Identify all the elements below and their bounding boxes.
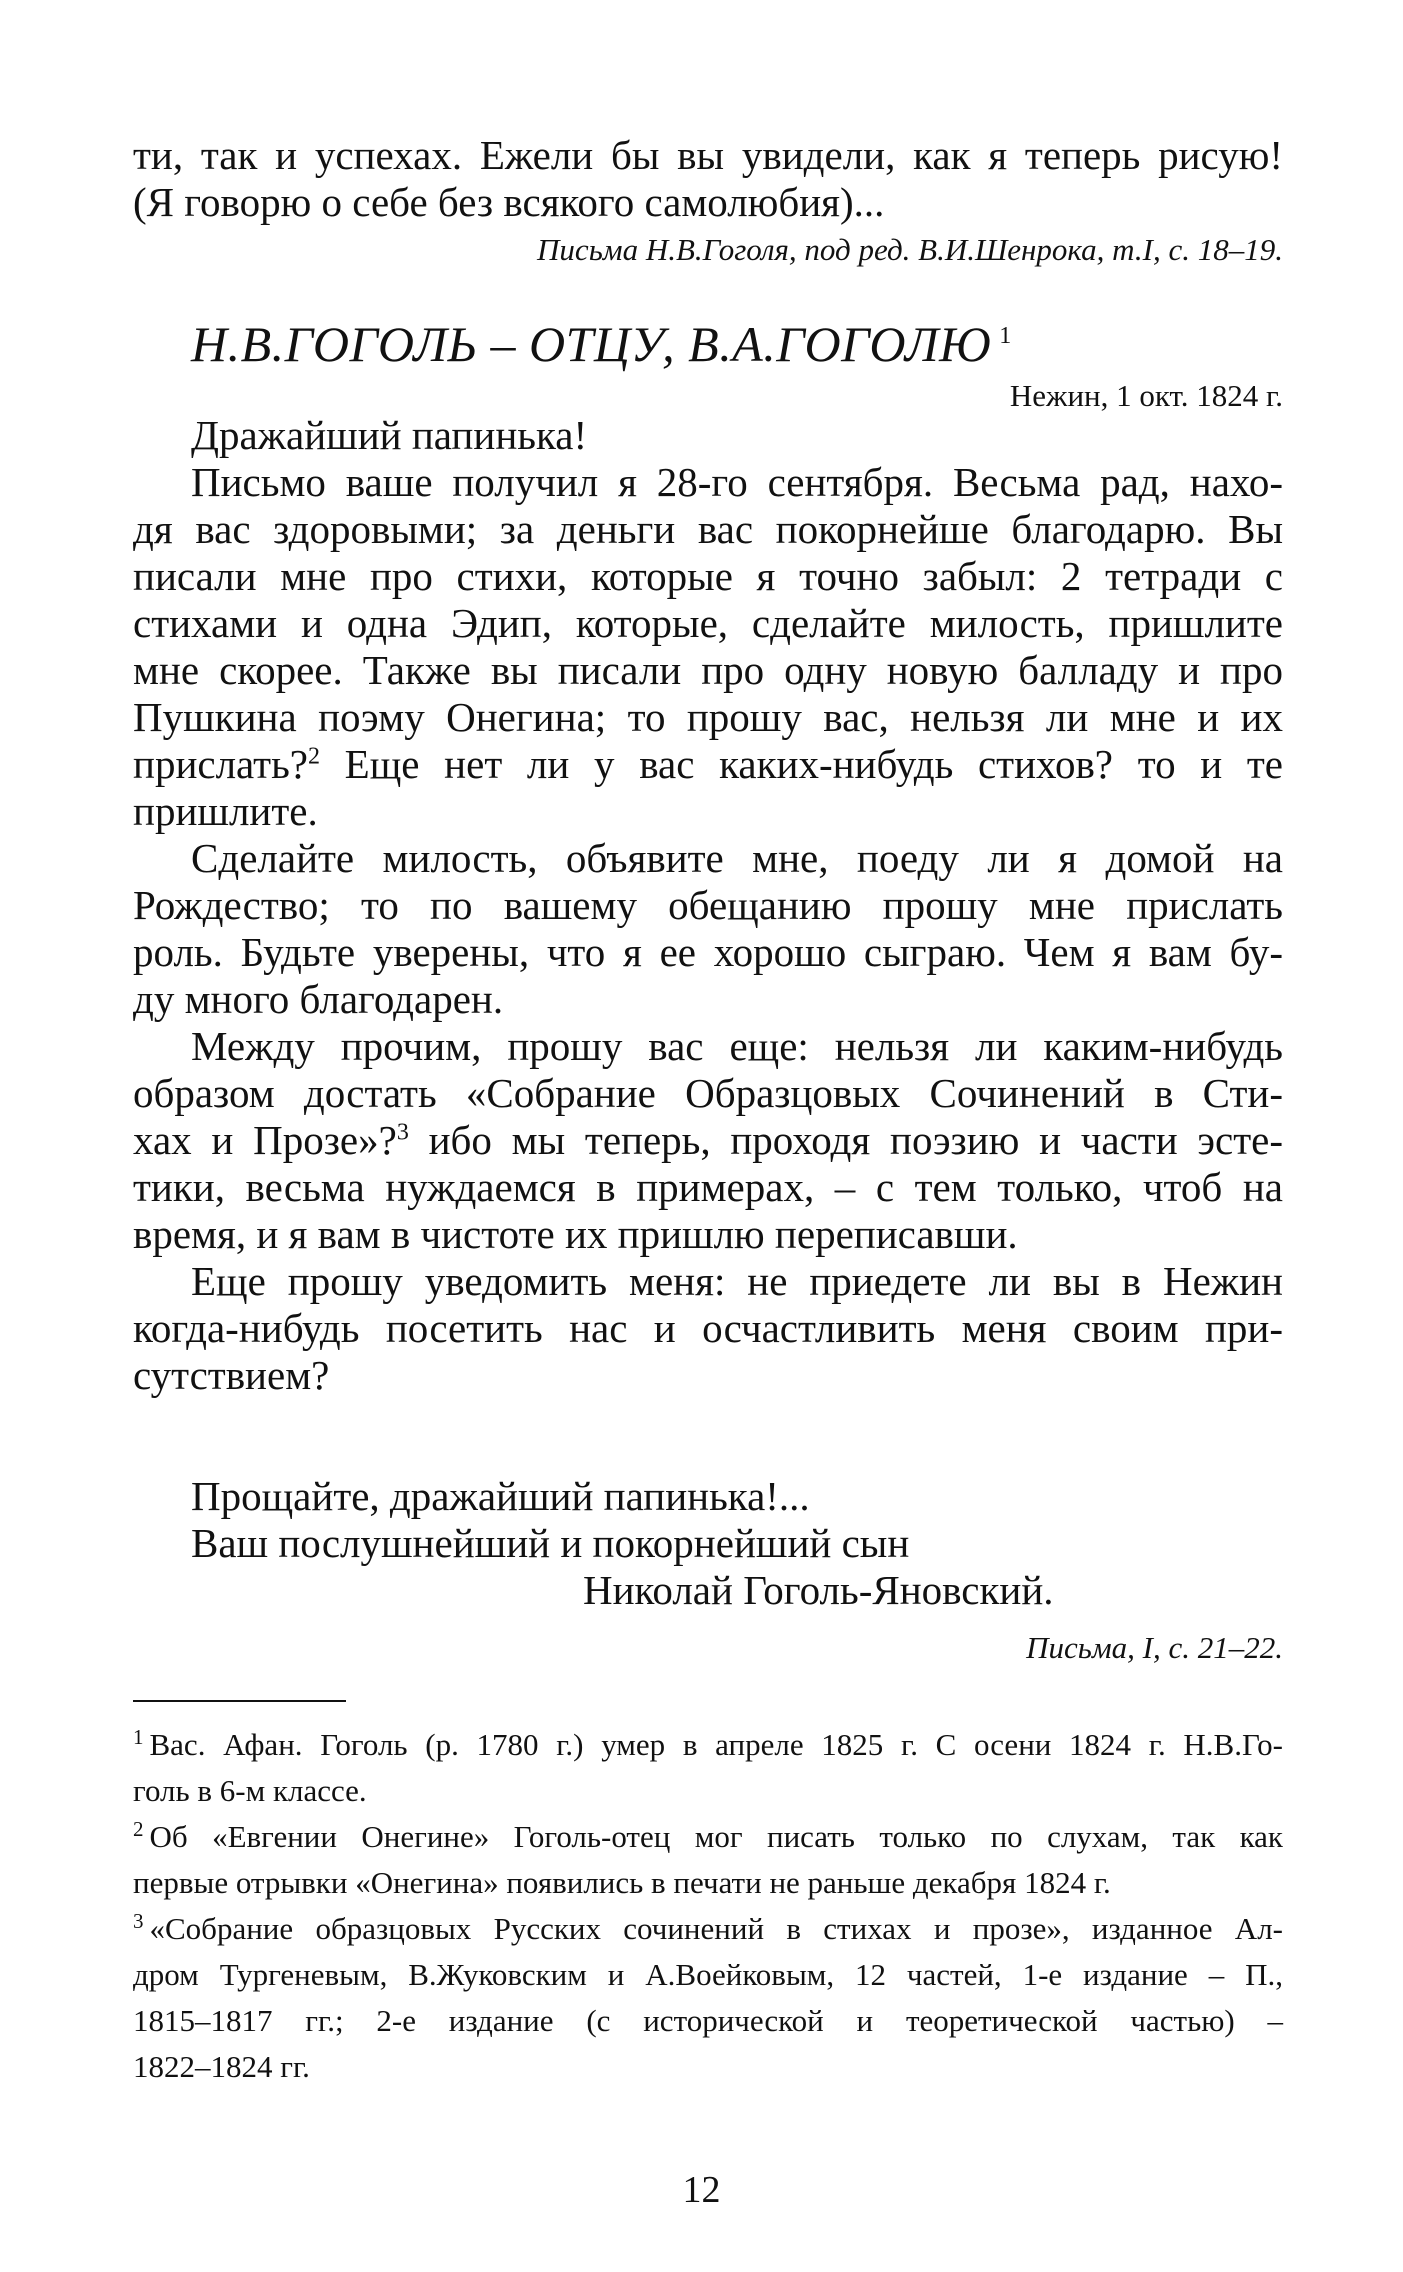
footnote-ref: 3 — [396, 1119, 409, 1146]
text-line: стихами и одна Эдип, которые, сделайте милость, пришлите — [133, 600, 1283, 646]
text-line: дя вас здоровыми; за деньги вас покорнейше благодарю. Вы — [133, 506, 1283, 552]
paragraph — [133, 459, 1283, 835]
page-number: 12 — [682, 2169, 721, 2211]
footnote-line — [133, 1814, 1283, 1860]
footnote-line: голь в 6-м классе. — [133, 1773, 367, 1808]
footnote-mark: 3 — [133, 1908, 144, 1933]
text-line: пришлите. — [133, 788, 318, 834]
text-line: ду много благодарен. — [133, 976, 504, 1022]
text-line: Между прочим, прошу вас еще: нельзя ли каким-нибудь — [191, 1023, 1283, 1069]
text-fragment: Об «Евгении Онегине» Гоголь-отец мог писать только по слухам, так как — [149, 1819, 1283, 1854]
text-line — [133, 741, 1283, 788]
text-line: время, и я вам в чистоте их пришлю переписавши. — [133, 1211, 1018, 1257]
text-line: писали мне про стихи, которые я точно забыл: 2 тетради с — [133, 553, 1283, 599]
footnote-mark: 1 — [133, 1724, 144, 1749]
text-line — [133, 1117, 1283, 1164]
letter-heading — [133, 315, 1283, 373]
source-citation: Письма, I, с. 21–22. — [1026, 1630, 1283, 1665]
footnote-line: 1822–1824 гг. — [133, 2049, 310, 2084]
letter-heading-text: Н.В.ГОГОЛЬ – ОТЦУ, В.А.ГОГОЛЮ — [191, 316, 992, 372]
text-line: Пушкина поэму Онегина; то прошу вас, нельзя ли мне и их — [133, 694, 1283, 740]
footnote-line: 1815–1817 гг.; 2-е издание (с исторической и теоретической частью) – — [133, 2003, 1283, 2038]
place-date: Нежин, 1 окт. 1824 г. — [1009, 378, 1283, 413]
paragraph — [133, 835, 1283, 1023]
source-citation: Письма Н.В.Гоголя, под ред. В.И.Шенрока, т.I, с. 18–19. — [537, 232, 1283, 267]
footnote — [133, 1722, 1283, 1814]
footnote-ref: 2 — [308, 743, 320, 770]
text-line: тики, весьма нуждаемся в примерах, – с тем только, чтоб на — [133, 1164, 1283, 1210]
text-line: Рождество; то по вашему обещанию прошу мне прислать — [133, 882, 1283, 928]
text-fragment: прислать? — [133, 741, 308, 787]
text-line: когда-нибудь посетить нас и осчастливить меня своим при- — [133, 1305, 1283, 1351]
footnote-ref: 1 — [999, 323, 1012, 350]
text-fragment: «Собрание образцовых Русских сочинений в стихах и прозе», изданное Ал- — [149, 1911, 1283, 1946]
text-fragment: ибо мы теперь, проходя поэзию и части эсте- — [408, 1117, 1283, 1163]
footnote-mark: 2 — [133, 1816, 144, 1841]
salutation: Дражайший папинька! — [191, 412, 588, 458]
paragraph — [133, 1023, 1283, 1258]
footnote-line — [133, 1906, 1283, 1952]
footnote — [133, 1906, 1283, 2090]
text-line: сутствием? — [133, 1352, 330, 1398]
text-fragment: хах и Прозе»? — [133, 1117, 397, 1163]
footnote-line: дром Тургеневым, В.Жуковским и А.Воейковым, 12 частей, 1-е издание – П., — [133, 1957, 1283, 1992]
footnote-line: первые отрывки «Онегина» появились в печати не раньше декабря 1824 г. — [133, 1865, 1111, 1900]
closing-line: Прощайте, дражайший папинька!... — [191, 1473, 810, 1519]
footnote-line — [133, 1722, 1283, 1768]
text-line: (Я говорю о себе без всякого самолюбия)... — [133, 179, 885, 225]
text-line: образом достать «Собрание Образцовых Сочинений в Сти- — [133, 1070, 1283, 1116]
text-fragment: Еще нет ли у вас каких-нибудь стихов? то и те — [320, 741, 1283, 787]
text-line: мне скорее. Также вы писали про одну новую балладу и про — [133, 647, 1283, 693]
letter-body — [133, 412, 1283, 1399]
text-line: Письмо ваше получил я 28-го сентября. Весьма рад, нахо- — [191, 459, 1283, 505]
paragraph — [133, 1258, 1283, 1399]
text-line: Еще прошу уведомить меня: не приедете ли вы в Нежин — [191, 1258, 1283, 1304]
letter-closing — [133, 1473, 1283, 1614]
closing-line: Ваш послушнейший и покорнейший сын — [191, 1520, 910, 1566]
footnotes — [133, 1722, 1283, 2090]
footnote — [133, 1814, 1283, 1906]
text-line: роль. Будьте уверены, что я ее хорошо сыграю. Чем я вам бу- — [133, 929, 1283, 975]
text-line: ти, так и успехах. Ежели бы вы увидели, как я теперь рисую! — [133, 132, 1283, 178]
signature: Николай Гоголь-Яновский. — [583, 1567, 1054, 1613]
text-fragment: Вас. Афан. Гоголь (р. 1780 г.) умер в апреле 1825 г. С осени 1824 г. Н.В.Го- — [149, 1727, 1283, 1762]
previous-letter-ending — [133, 132, 1283, 226]
text-line: Сделайте милость, объявите мне, поеду ли я домой на — [191, 835, 1283, 881]
footnote-divider — [133, 1700, 346, 1702]
